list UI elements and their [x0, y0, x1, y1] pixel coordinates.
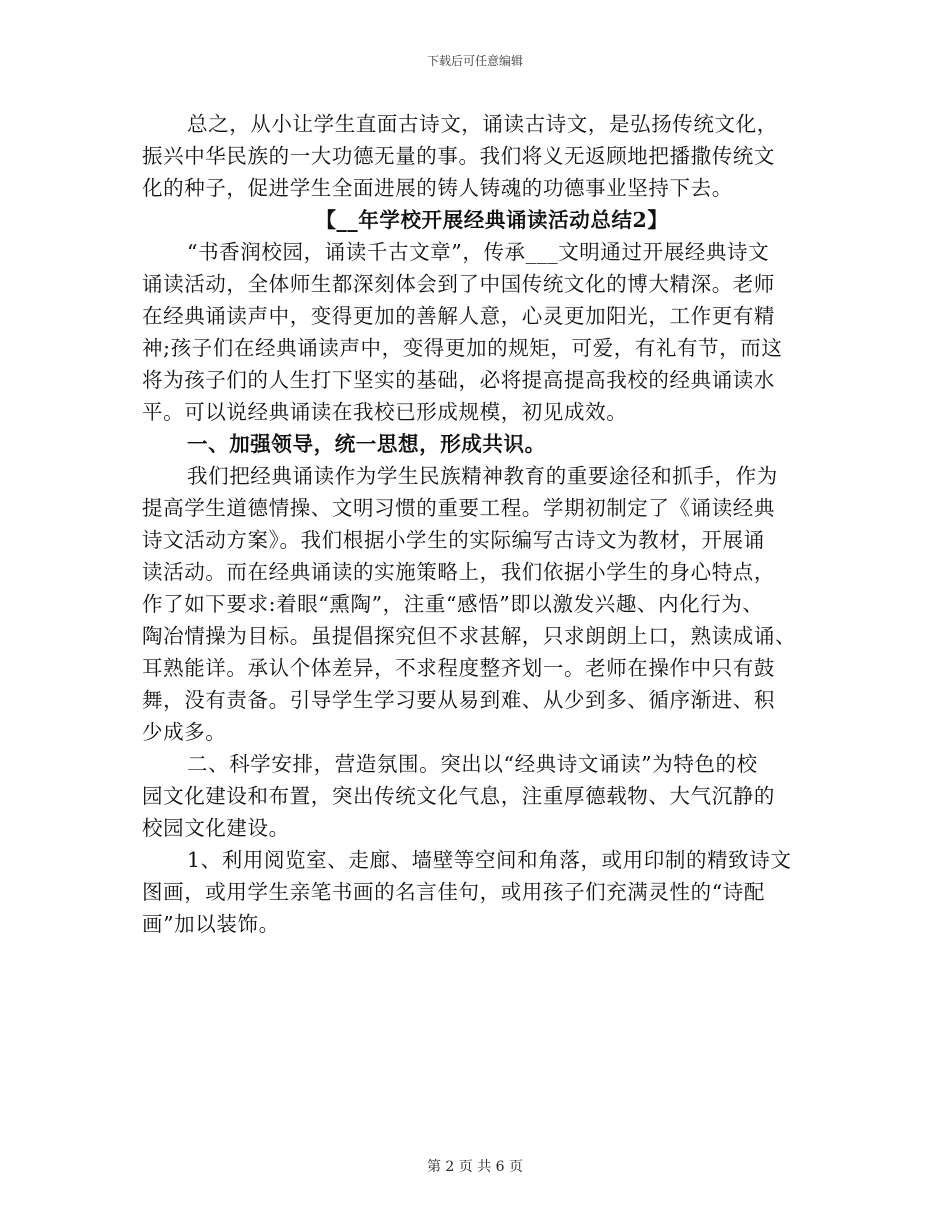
text-line: 我们把经典诵读作为学生民族精神教育的重要途径和抓手，作为 — [187, 464, 778, 488]
text-line: “书香润校园，诵读千古文章”，传承___文明通过开展经典诗文 — [187, 240, 770, 264]
text-line: 园文化建设和布置，突出传统文化气息，注重厚德载物、大气沉静的 — [142, 784, 775, 808]
text-line: 平。可以说经典诵读在我校已形成规模，初见成效。 — [142, 400, 628, 424]
paragraph-intro — [142, 236, 822, 428]
document-body — [142, 108, 822, 940]
paragraph-leadership — [142, 460, 822, 748]
text-line: 画”加以装饰。 — [142, 912, 280, 936]
text-line: 校园文化建设。 — [142, 816, 290, 840]
text-line: 作了如下要求:着眼“熏陶”，注重“感悟”即以激发兴趣、内化行为、 — [142, 592, 764, 616]
text-line: 将为孩子们的人生打下坚实的基础，必将提高提高我校的经典诵读水 — [142, 368, 775, 392]
text-line: 1、利用阅览室、走廊、墙壁等空间和角落，或用印制的精致诗文 — [187, 848, 792, 872]
text-line: 陶冶情操为目标。虽提倡探究但不求甚解，只求朗朗上口，熟读成诵、 — [142, 624, 797, 648]
text-line: 图画，或用学生亲笔书画的名言佳句，或用孩子们充满灵性的“诗配 — [142, 880, 765, 904]
text-line: 耳熟能详。承认个体差异，不求程度整齐划一。老师在操作中只有鼓 — [142, 656, 775, 680]
paragraph-arrangement — [142, 748, 822, 844]
text-line: 化的种子，促进学生全面进展的铸人铸魂的功德事业坚持下去。 — [142, 176, 733, 200]
subheading-leadership — [142, 428, 822, 460]
text-line: 舞，没有责备。引导学生学习要从易到难、从少到多、循序渐进、积 — [142, 688, 775, 712]
paragraph-conclusion — [142, 108, 822, 204]
text-line: 振兴中华民族的一大功德无量的事。我们将义无返顾地把播撒传统文 — [142, 144, 775, 168]
page-number-footer: 第 2 页 共 6 页 — [426, 1159, 524, 1175]
text-line: 神;孩子们在经典诵读声中，变得更加的规矩，可爱，有礼有节，而这 — [142, 336, 783, 360]
text-line: 总之，从小让学生直面古诗文，诵读古诗文，是弘扬传统文化， — [187, 112, 778, 136]
text-line: 诵读活动，全体师生都深刻体会到了中国传统文化的博大精深。老师 — [142, 272, 775, 296]
text-line: 提高学生道德情操、文明习惯的重要工程。学期初制定了《诵读经典 — [142, 496, 775, 520]
paragraph-decoration — [142, 844, 822, 940]
text-line: 诗文活动方案》。我们根据小学生的实际编写古诗文为教材，开展诵 — [142, 528, 765, 552]
text-line: 在经典诵读声中，变得更加的善解人意，心灵更加阳光，工作更有精 — [142, 304, 775, 328]
text-line: 少成多。 — [142, 720, 227, 744]
section-title-text: 【__年学校开展经典诵读活动总结2】 — [315, 208, 669, 232]
text-line: 二、科学安排，营造氛围。突出以“经典诗文诵读”为特色的校 — [187, 752, 758, 776]
page-header-note: 下载后可任意编辑 — [426, 54, 523, 68]
subheading-text: 一、加强领导，统一思想，形成共识。 — [187, 432, 546, 456]
section-title — [142, 204, 822, 236]
text-line: 读活动。而在经典诵读的实施策略上，我们依据小学生的身心特点， — [142, 560, 775, 584]
